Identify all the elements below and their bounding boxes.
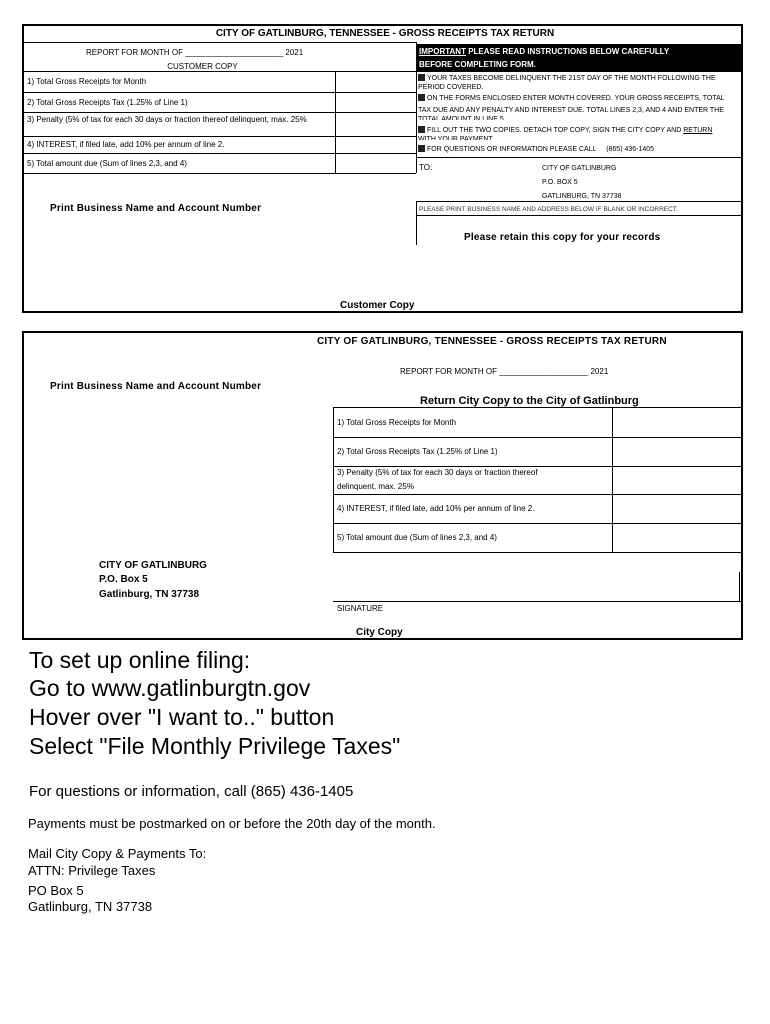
- important-rest: PLEASE READ INSTRUCTIONS BELOW CAREFULLY: [465, 47, 670, 56]
- bottom-print-business: Print Business Name and Account Number: [50, 381, 262, 392]
- top-amount-3-field[interactable]: [336, 113, 415, 135]
- bottom-addr-city: Gatlinburg, TN 37738: [99, 589, 200, 600]
- bottom-amount-1-field[interactable]: [613, 408, 740, 436]
- online-line-1: To set up online filing:: [29, 647, 251, 673]
- to-label: TO:: [419, 163, 433, 172]
- mail-line-2: ATTN: Privilege Taxes: [28, 863, 156, 878]
- print-notice: PLEASE PRINT BUSINESS NAME AND ADDRESS BELOW IF BLANK OR INCORRECT.: [419, 206, 678, 213]
- instruction-phone: (865) 436-1405: [606, 146, 655, 153]
- online-line-3: Hover over "I want to.." button: [29, 704, 335, 730]
- mail-line-3: PO Box 5: [28, 883, 84, 898]
- top-amount-5-field[interactable]: [336, 154, 415, 172]
- bullet-icon: [418, 94, 425, 101]
- bottom-addr-box: P.O. Box 5: [99, 574, 148, 585]
- bullet-icon: [418, 126, 425, 133]
- top-line-2: 2) Total Gross Receipts Tax (1.25% of Line 1): [27, 98, 188, 107]
- top-print-business: Print Business Name and Account Number: [50, 203, 262, 214]
- top-amount-4-field[interactable]: [336, 137, 415, 152]
- bottom-amount-4-field[interactable]: [613, 495, 740, 522]
- instruction-3: FILL OUT THE TWO COPIES. DETACH TOP COPY, SIGN THE CITY COPY AND RETURN WITH YOUR PAYMENT.: [418, 127, 713, 140]
- top-amount-1-field[interactable]: [336, 72, 415, 91]
- to-name: CITY OF GATLINBURG: [542, 165, 617, 172]
- questions-line: For questions or information, call (865) 436-1405: [29, 783, 354, 800]
- top-report-month: REPORT FOR MONTH OF ______________________ 2021: [86, 48, 304, 57]
- bottom-report-month: REPORT FOR MONTH OF ____________________ 2021: [400, 367, 609, 376]
- postmark-line: Payments must be postmarked on or before the 20th day of the month.: [28, 816, 436, 831]
- important-line2: BEFORE COMPLETING FORM.: [419, 60, 536, 69]
- bottom-amount-5-field[interactable]: [613, 524, 740, 551]
- online-line-2: Go to www.gatlinburgtn.gov: [29, 675, 311, 701]
- mail-line-1: Mail City Copy & Payments To:: [28, 846, 207, 861]
- top-line-1: 1) Total Gross Receipts for Month: [27, 77, 147, 86]
- bottom-line-4: 4) INTEREST, if filed late, add 10% per annum of line 2.: [337, 504, 535, 513]
- mail-line-4: Gatlinburg, TN 37738: [28, 899, 153, 914]
- top-line-4: 4) INTEREST, if filed late, add 10% per annum of line 2.: [27, 140, 225, 149]
- online-line-4: Select "File Monthly Privilege Taxes": [29, 733, 401, 759]
- to-city: GATLINBURG, TN 37738: [542, 193, 622, 200]
- bottom-line-1: 1) Total Gross Receipts for Month: [337, 418, 457, 427]
- bottom-line-3b: delinquent, max. 25%: [337, 482, 414, 491]
- customer-copy-footer: Customer Copy: [340, 300, 415, 311]
- instruction-4: FOR QUESTIONS OR INFORMATION PLEASE CALL (865) 436-1405: [418, 145, 740, 154]
- bottom-addr-name: CITY OF GATLINBURG: [99, 560, 207, 571]
- to-box: P.O. BOX 5: [542, 179, 578, 186]
- instruction-1: YOUR TAXES BECOME DELINQUENT THE 21ST DAY OF THE MONTH FOLLOWING THE PERIOD COVERED.: [418, 75, 716, 91]
- signature-label: SIGNATURE: [337, 604, 384, 613]
- return-heading: Return City Copy to the City of Gatlinburg: [420, 395, 639, 407]
- bottom-line-3a: 3) Penalty (5% of tax for each 30 days or fraction thereof: [337, 468, 538, 477]
- bottom-amount-2-field[interactable]: [613, 438, 740, 465]
- top-customer-copy-heading: CUSTOMER COPY: [167, 62, 238, 71]
- bottom-line-2: 2) Total Gross Receipts Tax (1.25% of Line 1): [337, 447, 498, 456]
- bottom-form-title: CITY OF GATLINBURG, TENNESSEE - GROSS RECEIPTS TAX RETURN: [317, 336, 667, 347]
- city-copy-footer: City Copy: [356, 627, 403, 638]
- retain-note: Please retain this copy for your records: [464, 232, 661, 243]
- instruction-2: ON THE FORMS ENCLOSED ENTER MONTH COVERED. YOUR GROSS RECEIPTS, TOTAL TAX DUE AND ANY PENALTY AND INTEREST DUE. TOTAL LINES 2,3, AND 4 AND ENTER THE TOTAL AMOUNT IN LINE 5.: [418, 95, 725, 120]
- signature-line[interactable]: [333, 601, 741, 602]
- important-label: IMPORTANT: [419, 47, 466, 56]
- top-line-3: 3) Penalty (5% of tax for each 30 days or fraction thereof delinquent, max. 25%: [27, 115, 307, 124]
- bottom-line-5: 5) Total amount due (Sum of lines 2,3, and 4): [337, 533, 497, 542]
- top-form-title: CITY OF GATLINBURG, TENNESSEE - GROSS RECEIPTS TAX RETURN: [215, 28, 555, 39]
- top-amount-2-field[interactable]: [336, 93, 415, 111]
- bullet-icon: [418, 74, 425, 81]
- important-banner: [416, 44, 742, 72]
- bottom-amount-3-field[interactable]: [613, 467, 740, 493]
- bullet-icon: [418, 145, 425, 152]
- top-line-5: 5) Total amount due (Sum of lines 2,3, and 4): [27, 159, 187, 168]
